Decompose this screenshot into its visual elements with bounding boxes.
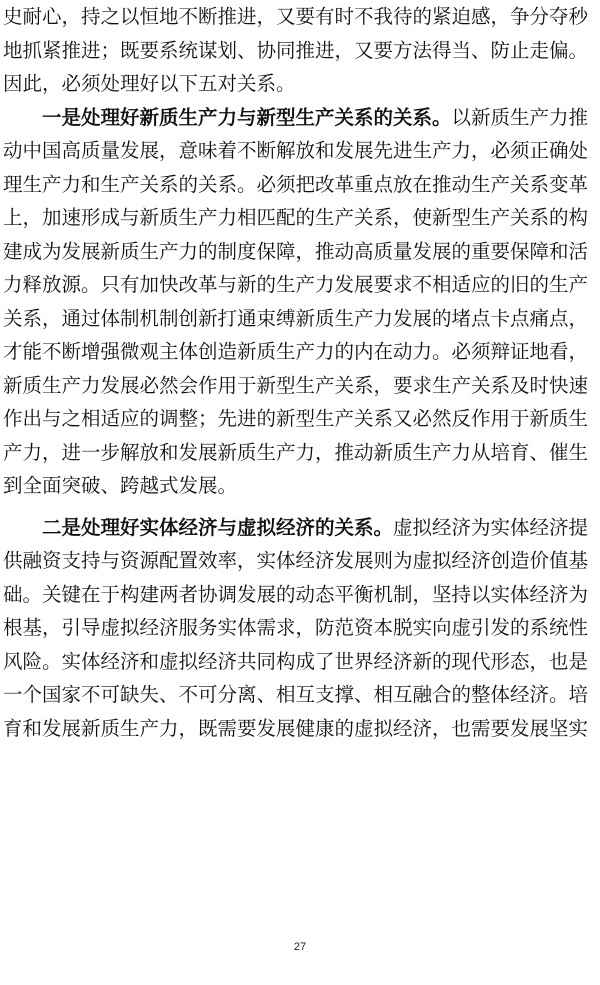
- text-line: 根基，引导虚拟经济服务实体需求，防范资本脱实向虚引发的系统性: [3, 616, 589, 639]
- paragraph-2-first-line-text: 虚拟经济为实体经济提: [393, 515, 589, 539]
- text-line: 育和发展新质生产力，既需要发展健康的虚拟经济，也需要发展坚实: [3, 716, 589, 740]
- paragraph-2-heading: 二是处理好实体经济与虚拟经济的关系。: [42, 515, 394, 539]
- paragraph-1-first-line: [3, 101, 593, 135]
- text-line: 新质生产力发展必然会作用于新型生产关系，要求生产关系及时快速: [3, 373, 589, 397]
- text-line: 地抓紧推进；既要系统谋划、协同推进，又要方法得当、防止走偏。: [3, 38, 589, 62]
- text-line: 一个国家不可缺失、不可分离、相互支撑、相互融合的整体经济。培: [3, 683, 589, 706]
- text-line: 力释放源。只有加快改革与新的生产力发展要求不相适应的旧的生产: [3, 273, 589, 296]
- paragraph-1-heading: 一是处理好新质生产力与新型生产关系的关系。: [42, 105, 452, 129]
- text-line: 上，加速形成与新质生产力相匹配的生产关系，使新型生产关系的构: [3, 206, 589, 229]
- text-line: 供融资支持与资源配置效率，实体经济发展则为虚拟经济创造价值基: [3, 549, 589, 572]
- text-line: 到全面突破、跨越式发展。: [3, 474, 238, 497]
- paragraph-2-first-line: [3, 511, 593, 545]
- text-line: 动中国高质量发展，意味着不断解放和发展先进生产力，必须正确处: [3, 139, 589, 162]
- text-line: 产力，进一步解放和发展新质生产力，推动新质生产力从培育、催生: [3, 440, 589, 464]
- text-line: 才能不断增强微观主体创造新质生产力的内在动力。必须辩证地看，: [3, 340, 589, 363]
- text-line: 史耐心，持之以恒地不断推进，又要有时不我待的紧迫感，争分夺秒: [3, 5, 589, 28]
- text-line: 风险。实体经济和虚拟经济共同构成了世界经济新的现代形态，也是: [3, 649, 589, 673]
- text-line: 建成为发展新质生产力的制度保障，推动高质量发展的重要保障和活: [3, 239, 589, 263]
- page-number: 27: [293, 941, 307, 953]
- text-line: 因此，必须处理好以下五对关系。: [3, 72, 296, 95]
- text-line: 关系，通过体制机制创新打通束缚新质生产力发展的堵点卡点痛点，: [3, 306, 589, 330]
- body-text: [3, 0, 593, 745]
- paragraph-1-first-line-text: 以新质生产力推: [451, 105, 589, 129]
- text-line: 础。关键在于构建两者协调发展的动态平衡机制，坚持以实体经济为: [3, 582, 589, 606]
- text-line: 作出与之相适应的调整；先进的新型生产关系又必然反作用于新质生: [3, 407, 589, 430]
- text-line: 理生产力和生产关系的关系。必须把改革重点放在推动生产关系变革: [3, 172, 589, 196]
